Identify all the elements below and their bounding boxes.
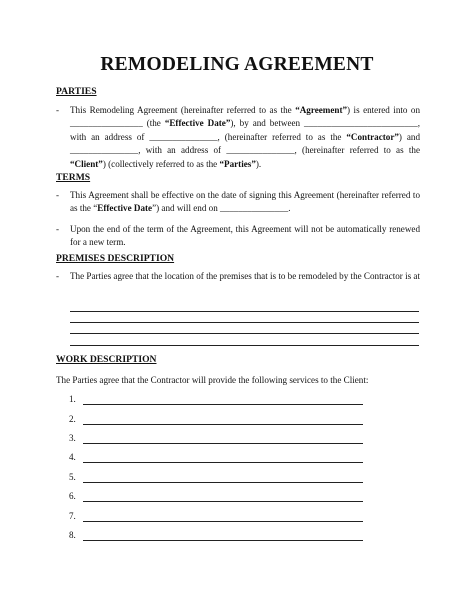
service-blank-line[interactable] bbox=[83, 443, 363, 444]
service-blank-line[interactable] bbox=[83, 482, 363, 483]
service-blank-line[interactable] bbox=[83, 501, 363, 502]
premises-blank-line[interactable] bbox=[70, 322, 419, 323]
item-number: 7. bbox=[69, 511, 76, 521]
service-item bbox=[69, 394, 369, 408]
parties-text: This Remodeling Agreement (hereinafter referred to as the “Agreement”) is entered into on ________________ (the “Effective Date”), by and between _________________________, with an address of _______________, (hereinafter referred to as the “Contractor”) and _______________, with an address of _______________, (hereinafter referred to as the “Client”) (collectively referred to as the “Parties”). bbox=[70, 105, 421, 169]
premises-blank-line[interactable] bbox=[70, 311, 419, 312]
work-intro: The Parties agree that the Contractor will provide the following services to the Client: bbox=[56, 375, 369, 385]
terms-paragraph-1 bbox=[56, 189, 420, 216]
service-blank-line[interactable] bbox=[83, 462, 363, 463]
service-blank-line[interactable] bbox=[83, 521, 363, 522]
bullet-dash: - bbox=[56, 105, 60, 115]
terms-text-1: This Agreement shall be effective on the date of signing this Agreement (hereinafter referred to as the “Effective Date”) and will end on _______________. bbox=[70, 190, 420, 214]
item-number: 6. bbox=[69, 491, 76, 501]
service-blank-line[interactable] bbox=[83, 424, 363, 425]
terms-text-2: Upon the end of the term of the Agreement, this Agreement will not be automatically renewed for a new term. bbox=[70, 224, 420, 248]
premises-blank-line[interactable] bbox=[70, 333, 419, 334]
item-number: 8. bbox=[69, 530, 76, 540]
premises-paragraph bbox=[56, 270, 420, 283]
premises-blank-line[interactable] bbox=[70, 345, 419, 346]
parties-heading: PARTIES bbox=[56, 86, 97, 97]
terms-paragraph-2 bbox=[56, 223, 420, 250]
parties-paragraph bbox=[56, 104, 420, 171]
item-number: 4. bbox=[69, 452, 76, 462]
premises-heading: PREMISES DESCRIPTION bbox=[56, 253, 175, 264]
work-heading: WORK DESCRIPTION bbox=[56, 354, 157, 365]
service-blank-line[interactable] bbox=[83, 404, 363, 405]
service-item bbox=[69, 530, 369, 544]
premises-text: The Parties agree that the location of the premises that is to be remodeled by the Contractor is at bbox=[70, 271, 420, 281]
service-item bbox=[69, 433, 369, 447]
bullet-dash: - bbox=[56, 224, 60, 234]
item-number: 5. bbox=[69, 472, 76, 482]
terms-heading: TERMS bbox=[56, 172, 91, 183]
service-item bbox=[69, 472, 369, 486]
service-item bbox=[69, 511, 369, 525]
service-blank-line[interactable] bbox=[83, 540, 363, 541]
item-number: 2. bbox=[69, 414, 76, 424]
service-item bbox=[69, 452, 369, 466]
item-number: 1. bbox=[69, 394, 76, 404]
service-item bbox=[69, 414, 369, 428]
bullet-dash: - bbox=[56, 190, 60, 200]
item-number: 3. bbox=[69, 433, 76, 443]
document-title: REMODELING AGREEMENT bbox=[100, 54, 374, 75]
bullet-dash: - bbox=[56, 271, 60, 281]
service-item bbox=[69, 491, 369, 505]
